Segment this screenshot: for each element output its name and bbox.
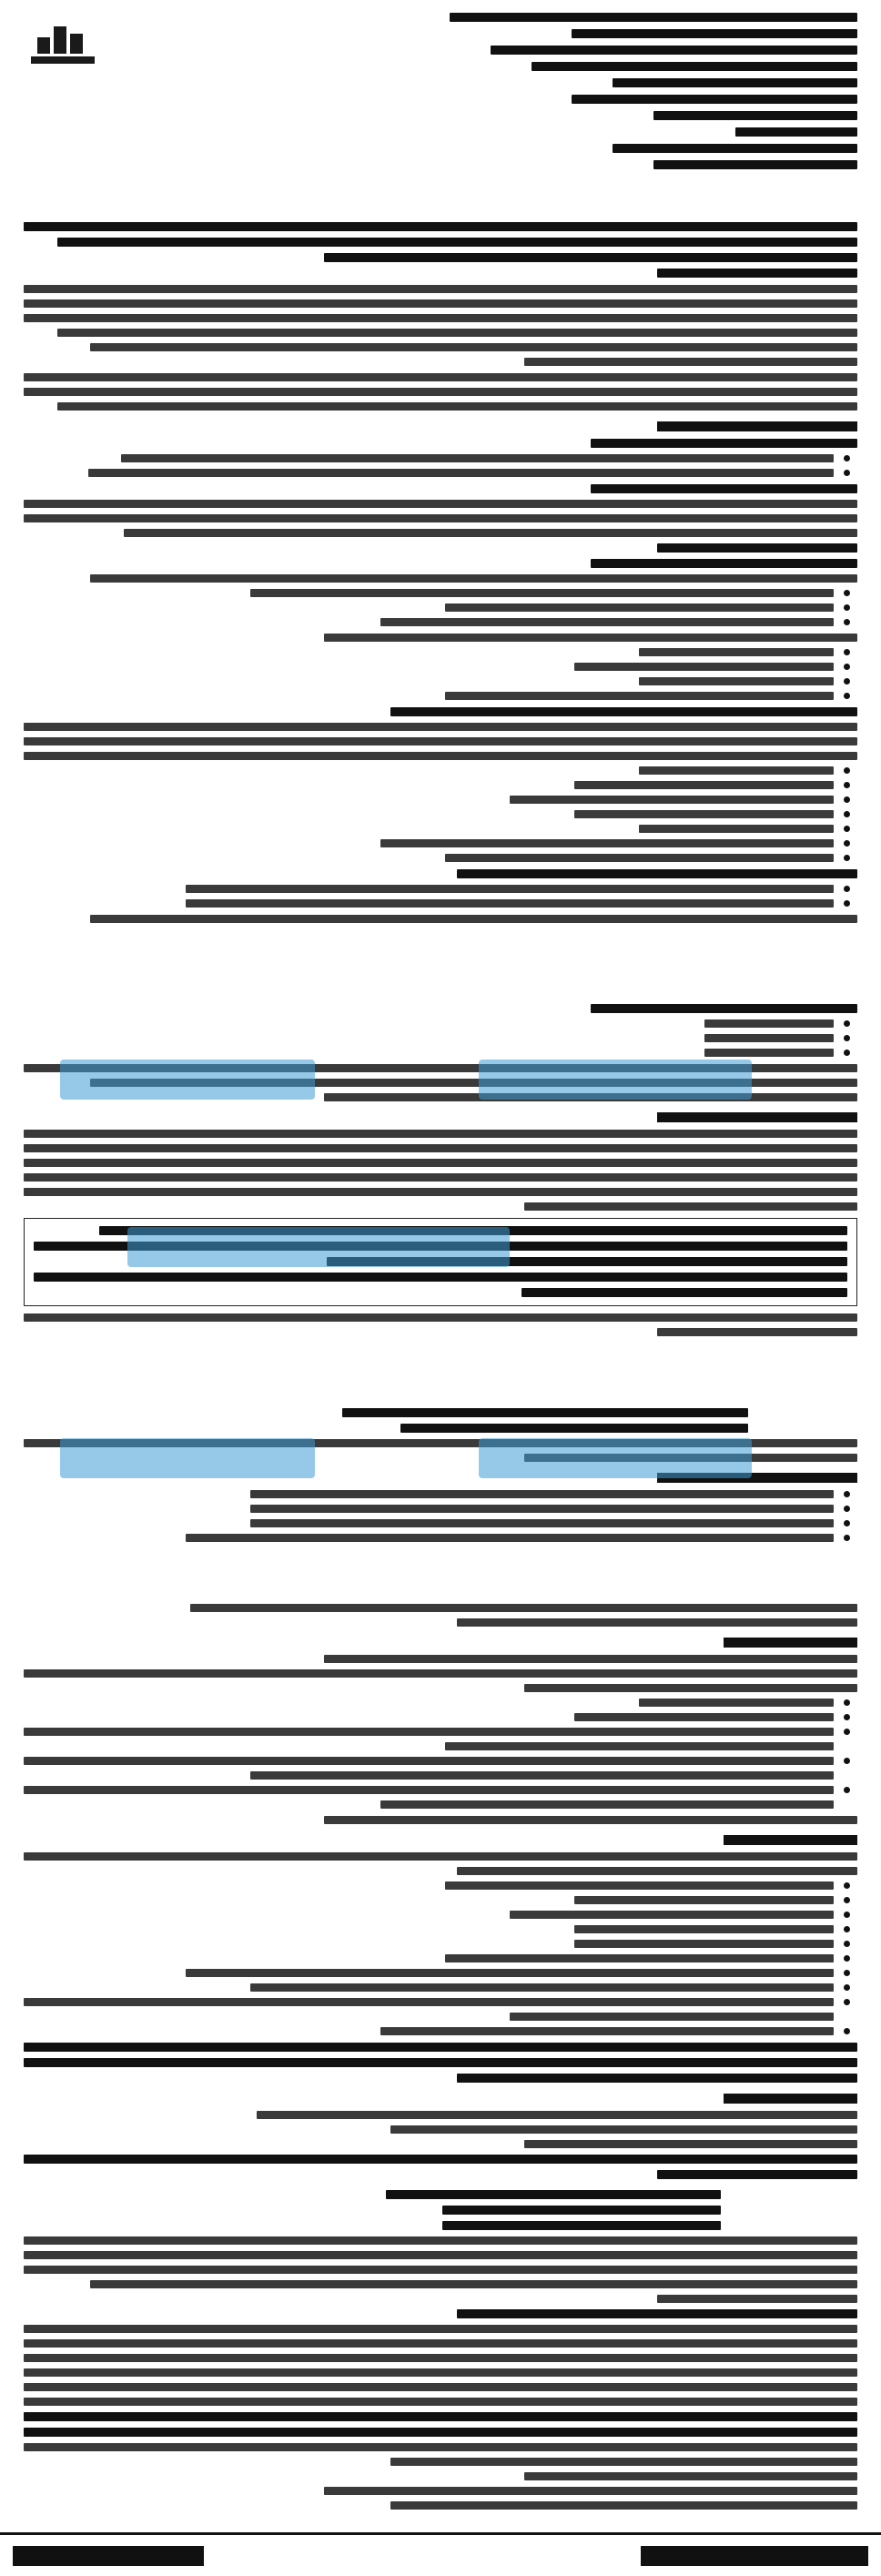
section-graphic-documents <box>24 1835 857 2083</box>
section-heading <box>724 2094 857 2104</box>
list-item <box>24 839 834 847</box>
list-item <box>24 454 834 462</box>
list-item <box>24 1713 834 1721</box>
agency-block-2 <box>24 2190 857 2230</box>
footer-right <box>641 2546 868 2566</box>
list-item <box>24 1786 834 1809</box>
list-item <box>24 825 834 833</box>
footer-left <box>13 2546 204 2566</box>
legal-basis-paragraph <box>24 285 857 366</box>
agency-logo <box>24 18 102 67</box>
list-item <box>24 1969 834 1977</box>
list-item <box>24 1757 834 1780</box>
list-item <box>24 885 834 893</box>
notice-header <box>24 13 857 222</box>
list-item <box>24 469 834 477</box>
watermark-band <box>0 1222 881 1276</box>
header-lines <box>348 13 857 169</box>
list-item <box>24 1954 834 1962</box>
list-item <box>24 677 834 685</box>
list-item <box>24 781 834 789</box>
list-item <box>24 1881 834 1890</box>
list-item <box>24 810 834 818</box>
watermark-band <box>0 1054 881 1109</box>
list-item <box>24 1534 834 1542</box>
list-item <box>24 1699 834 1707</box>
section-offer-contents <box>24 1638 857 1824</box>
list-item <box>24 648 834 656</box>
eligibility-paragraph <box>24 373 857 411</box>
list-item <box>24 1034 834 1042</box>
section-heading <box>657 1112 857 1122</box>
list-item <box>24 663 834 671</box>
watermark-band <box>0 1433 881 1487</box>
section-heading <box>724 1835 857 1845</box>
list-item <box>24 589 834 597</box>
list-item <box>24 692 834 700</box>
submission-paragraph <box>24 2236 857 2510</box>
list-item <box>24 1940 834 1948</box>
section-heading <box>724 1638 857 1648</box>
list-item <box>24 618 834 626</box>
list-item <box>24 1911 834 1919</box>
list-item <box>24 2027 834 2035</box>
list-item <box>24 1490 834 1498</box>
list-item <box>24 1519 834 1527</box>
notice-footer <box>0 2532 881 2576</box>
list-item <box>24 603 834 612</box>
intro-paragraph <box>24 222 857 278</box>
list-item <box>24 766 834 775</box>
list-item <box>24 899 834 908</box>
list-item <box>24 1998 834 2021</box>
section-financial-offer <box>24 2094 857 2179</box>
section-heading <box>657 421 857 431</box>
logo-mark-icon <box>34 23 92 54</box>
list-item <box>24 854 834 862</box>
list-item <box>24 1505 834 1513</box>
list-item <box>24 1896 834 1904</box>
list-item <box>24 1983 834 1992</box>
list-item <box>24 1925 834 1933</box>
list-item <box>24 1019 834 1028</box>
list-item <box>24 796 834 804</box>
list-item <box>24 1728 834 1750</box>
agency-block <box>24 1408 857 1433</box>
section-eligibility-conditions <box>24 421 857 923</box>
